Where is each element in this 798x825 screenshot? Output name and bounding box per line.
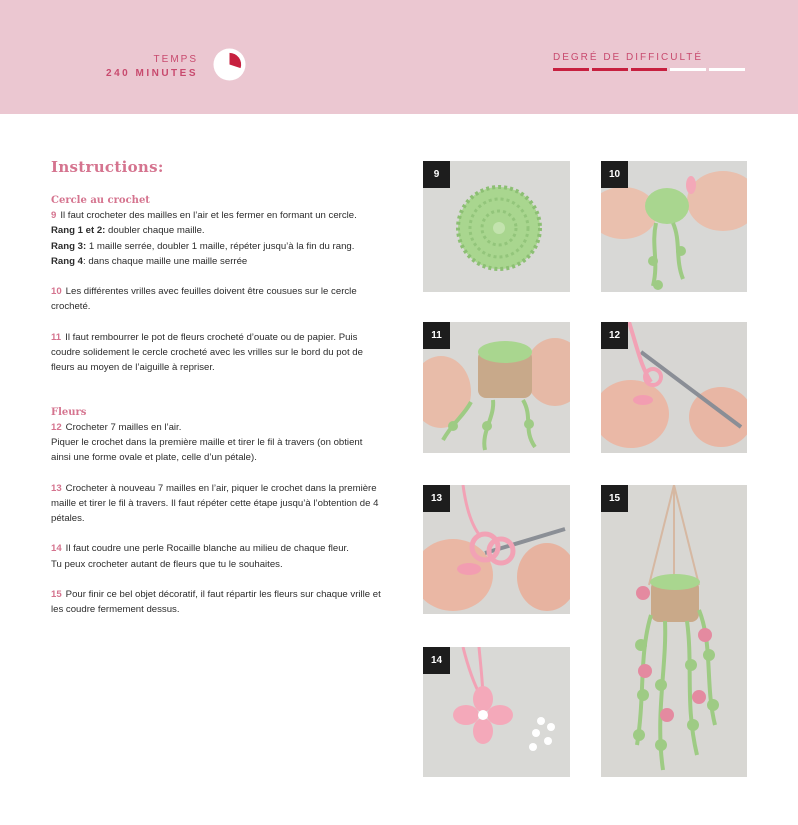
photo-step-10 bbox=[601, 161, 747, 292]
photo-step-13 bbox=[423, 485, 570, 614]
difficulty-bar-empty bbox=[670, 68, 706, 71]
rang-1-2 bbox=[51, 223, 381, 238]
clock-icon bbox=[213, 48, 246, 81]
step-9 bbox=[51, 208, 381, 223]
rang-label: Rang 3: bbox=[51, 240, 87, 252]
step-number: 11 bbox=[51, 331, 62, 343]
step-badge: 13 bbox=[423, 485, 450, 512]
step-12 bbox=[51, 420, 381, 435]
step-number: 15 bbox=[51, 589, 62, 601]
step-text: Pour finir ce bel objet décoratif, il faut répartir les fleurs sur chaque vrille et les coudre fermement dessus. bbox=[51, 589, 381, 616]
step-text: Il faut coudre une perle Rocaille blanche au milieu de chaque fleur. bbox=[65, 543, 349, 555]
photo-step-11 bbox=[423, 322, 570, 453]
rang-label: Rang 4 bbox=[51, 255, 83, 267]
photo-step-15 bbox=[601, 485, 747, 777]
step-text: Il faut crocheter des mailles en l’air et les fermer en formant un cercle. bbox=[60, 210, 357, 221]
difficulty-label: DEGRÉ DE DIFFICULTÉ bbox=[553, 52, 704, 63]
rang-text: 1 maille serrée, doubler 1 maille, répéter jusqu’à la fin du rang. bbox=[86, 240, 355, 252]
step-15 bbox=[51, 587, 381, 618]
time-value: 240 MINUTES bbox=[106, 68, 198, 79]
time-info bbox=[106, 53, 198, 81]
step-number: 12 bbox=[51, 421, 62, 433]
step-text: Les différentes vrilles avec feuilles doivent être cousues sur le cercle crocheté. bbox=[51, 286, 357, 313]
rang-text: : dans chaque maille une maille serrée bbox=[83, 255, 248, 267]
step-number: 13 bbox=[51, 482, 62, 494]
step-number: 10 bbox=[51, 286, 62, 298]
instructions-column bbox=[51, 158, 381, 618]
photo-step-12 bbox=[601, 322, 747, 453]
step-text: Il faut rembourrer le pot de fleurs crocheté d’ouate ou de papier. Puis coudre solidement le cercle crocheté avec les vrilles sur le bord du pot de fleurs au moyen de l’aiguille à repriser. bbox=[51, 331, 363, 374]
instructions-title: Instructions: bbox=[51, 158, 164, 176]
step-10 bbox=[51, 284, 381, 315]
step-badge: 9 bbox=[423, 161, 450, 188]
difficulty-meter bbox=[553, 68, 745, 71]
rang-4 bbox=[51, 254, 381, 269]
photo-step-14 bbox=[423, 647, 570, 777]
step-11 bbox=[51, 330, 381, 376]
step-badge: 14 bbox=[423, 647, 450, 674]
photo-step-9 bbox=[423, 161, 570, 292]
step-badge: 12 bbox=[601, 322, 628, 349]
rang-label: Rang 1 et 2: bbox=[51, 225, 106, 237]
step-12-detail: Piquer le crochet dans la première maille et tirer le fil à travers (on obtient ainsi une forme ovale et plate, celle d’un pétale). bbox=[51, 436, 363, 464]
rang-text: doubler chaque maille. bbox=[105, 225, 205, 237]
section-title-fleurs: Fleurs bbox=[51, 406, 87, 418]
difficulty-bar-filled bbox=[592, 68, 628, 71]
time-label: TEMPS bbox=[153, 54, 198, 65]
step-text: Crocheter 7 mailles en l’air. bbox=[65, 421, 182, 433]
difficulty-bar-empty bbox=[709, 68, 745, 71]
step-14 bbox=[51, 541, 381, 556]
step-text: Crocheter à nouveau 7 mailles en l’air, piquer le crochet dans la première maille et tirer le fil à travers. Il faut répéter cette étape jusqu’à l’obtention de 4 pétales. bbox=[51, 482, 379, 525]
step-14-detail: Tu peux crocheter autant de fleurs que tu le souhaites. bbox=[51, 558, 283, 570]
difficulty-bar-filled bbox=[553, 68, 589, 71]
step-number: 14 bbox=[51, 543, 62, 555]
step-badge: 10 bbox=[601, 161, 628, 188]
step-13 bbox=[51, 481, 381, 527]
difficulty-bar-filled bbox=[631, 68, 667, 71]
step-badge: 11 bbox=[423, 322, 450, 349]
rang-3 bbox=[51, 239, 381, 254]
step-number: 9 bbox=[51, 210, 57, 221]
step-badge: 15 bbox=[601, 485, 628, 512]
section-title-cercle: Cercle au crochet bbox=[51, 195, 150, 206]
header-band bbox=[0, 0, 798, 114]
